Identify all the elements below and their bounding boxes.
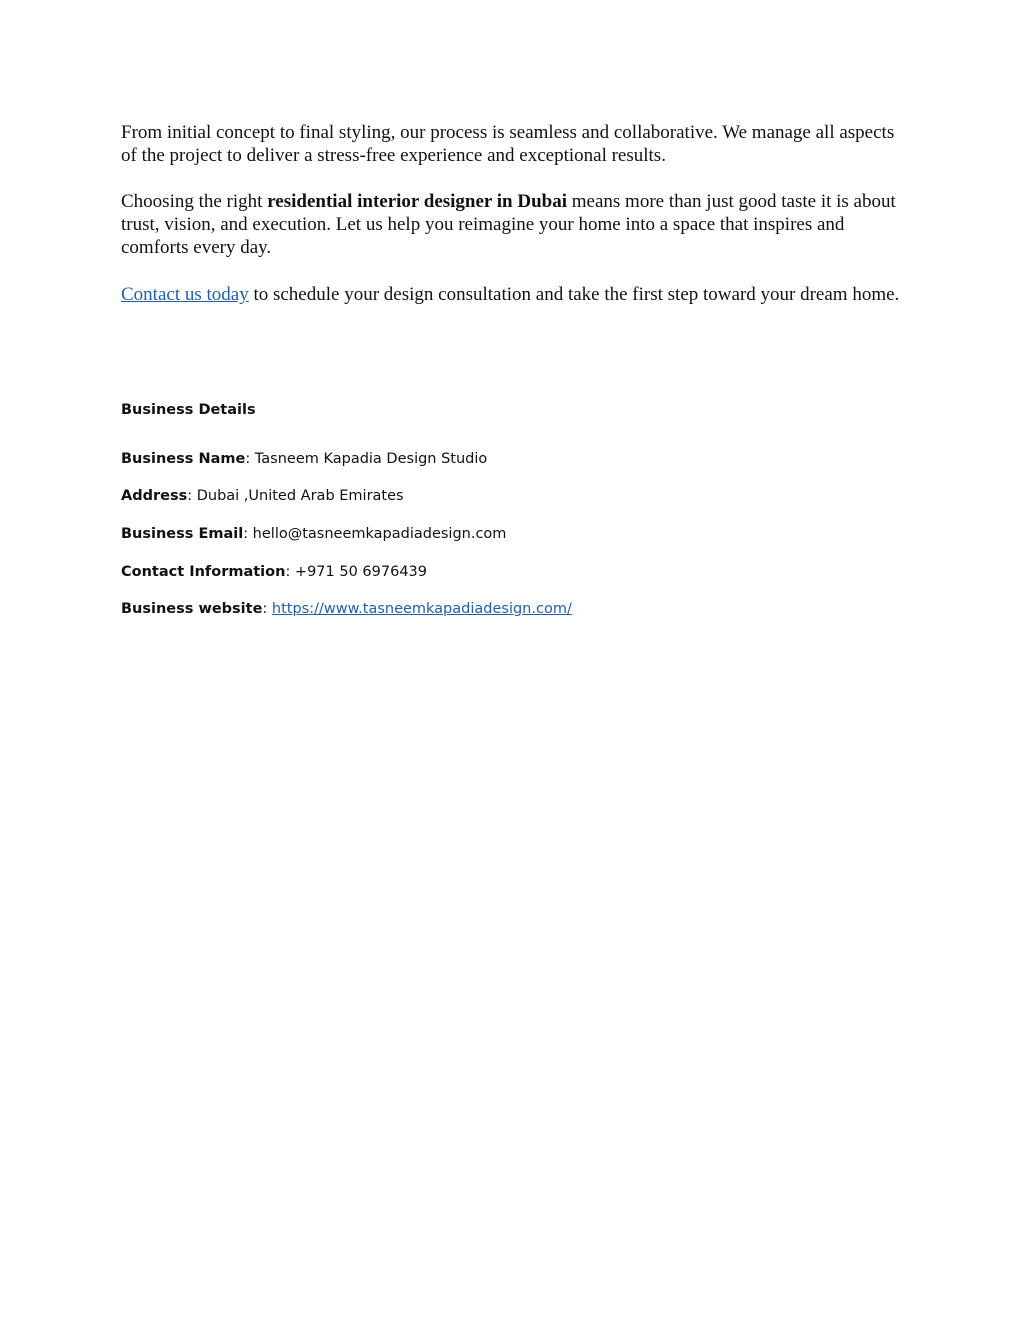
business-website-row (121, 600, 911, 618)
contact-information-row (121, 563, 911, 581)
business-email-label: Business Email (121, 526, 244, 542)
business-website-link[interactable]: https://www.tasneemkapadiadesign.com/ (271, 601, 572, 617)
business-name-row (121, 450, 911, 468)
contact-paragraph (121, 283, 911, 306)
keyword-bold: residential interior designer in Dubai (267, 191, 568, 212)
contact-text: to schedule your design consultation and take the first step toward your dream home. (248, 284, 900, 305)
business-email-row (121, 525, 911, 543)
choosing-text-start: Choosing the right (121, 191, 268, 212)
address-value: : Dubai ,United Arab Emirates (187, 488, 404, 504)
business-email-value: : hello@tasneemkapadiadesign.com (243, 526, 507, 542)
choosing-paragraph (121, 190, 911, 259)
address-row (121, 487, 911, 505)
business-website-separator: : (262, 601, 272, 617)
contact-information-label: Contact Information (121, 564, 286, 580)
contact-us-link[interactable]: Contact us today (121, 284, 249, 305)
contact-information-value: : +971 50 6976439 (285, 564, 428, 580)
business-details-heading: Business Details (121, 402, 256, 418)
business-name-value: : Tasneem Kapadia Design Studio (245, 451, 488, 467)
address-label: Address (121, 488, 188, 504)
business-website-label: Business website (121, 601, 263, 617)
business-name-label: Business Name (121, 451, 246, 467)
process-paragraph (121, 121, 911, 167)
choosing-text-end: means more than just good taste it is about trust, vision, and execution. Let us help you reimagine your home into a space that inspires and comforts every day. (121, 191, 896, 258)
process-text: From initial concept to final styling, our process is seamless and collaborative. We manage all aspects of the project to deliver a stress-free experience and exceptional results. (121, 122, 895, 166)
